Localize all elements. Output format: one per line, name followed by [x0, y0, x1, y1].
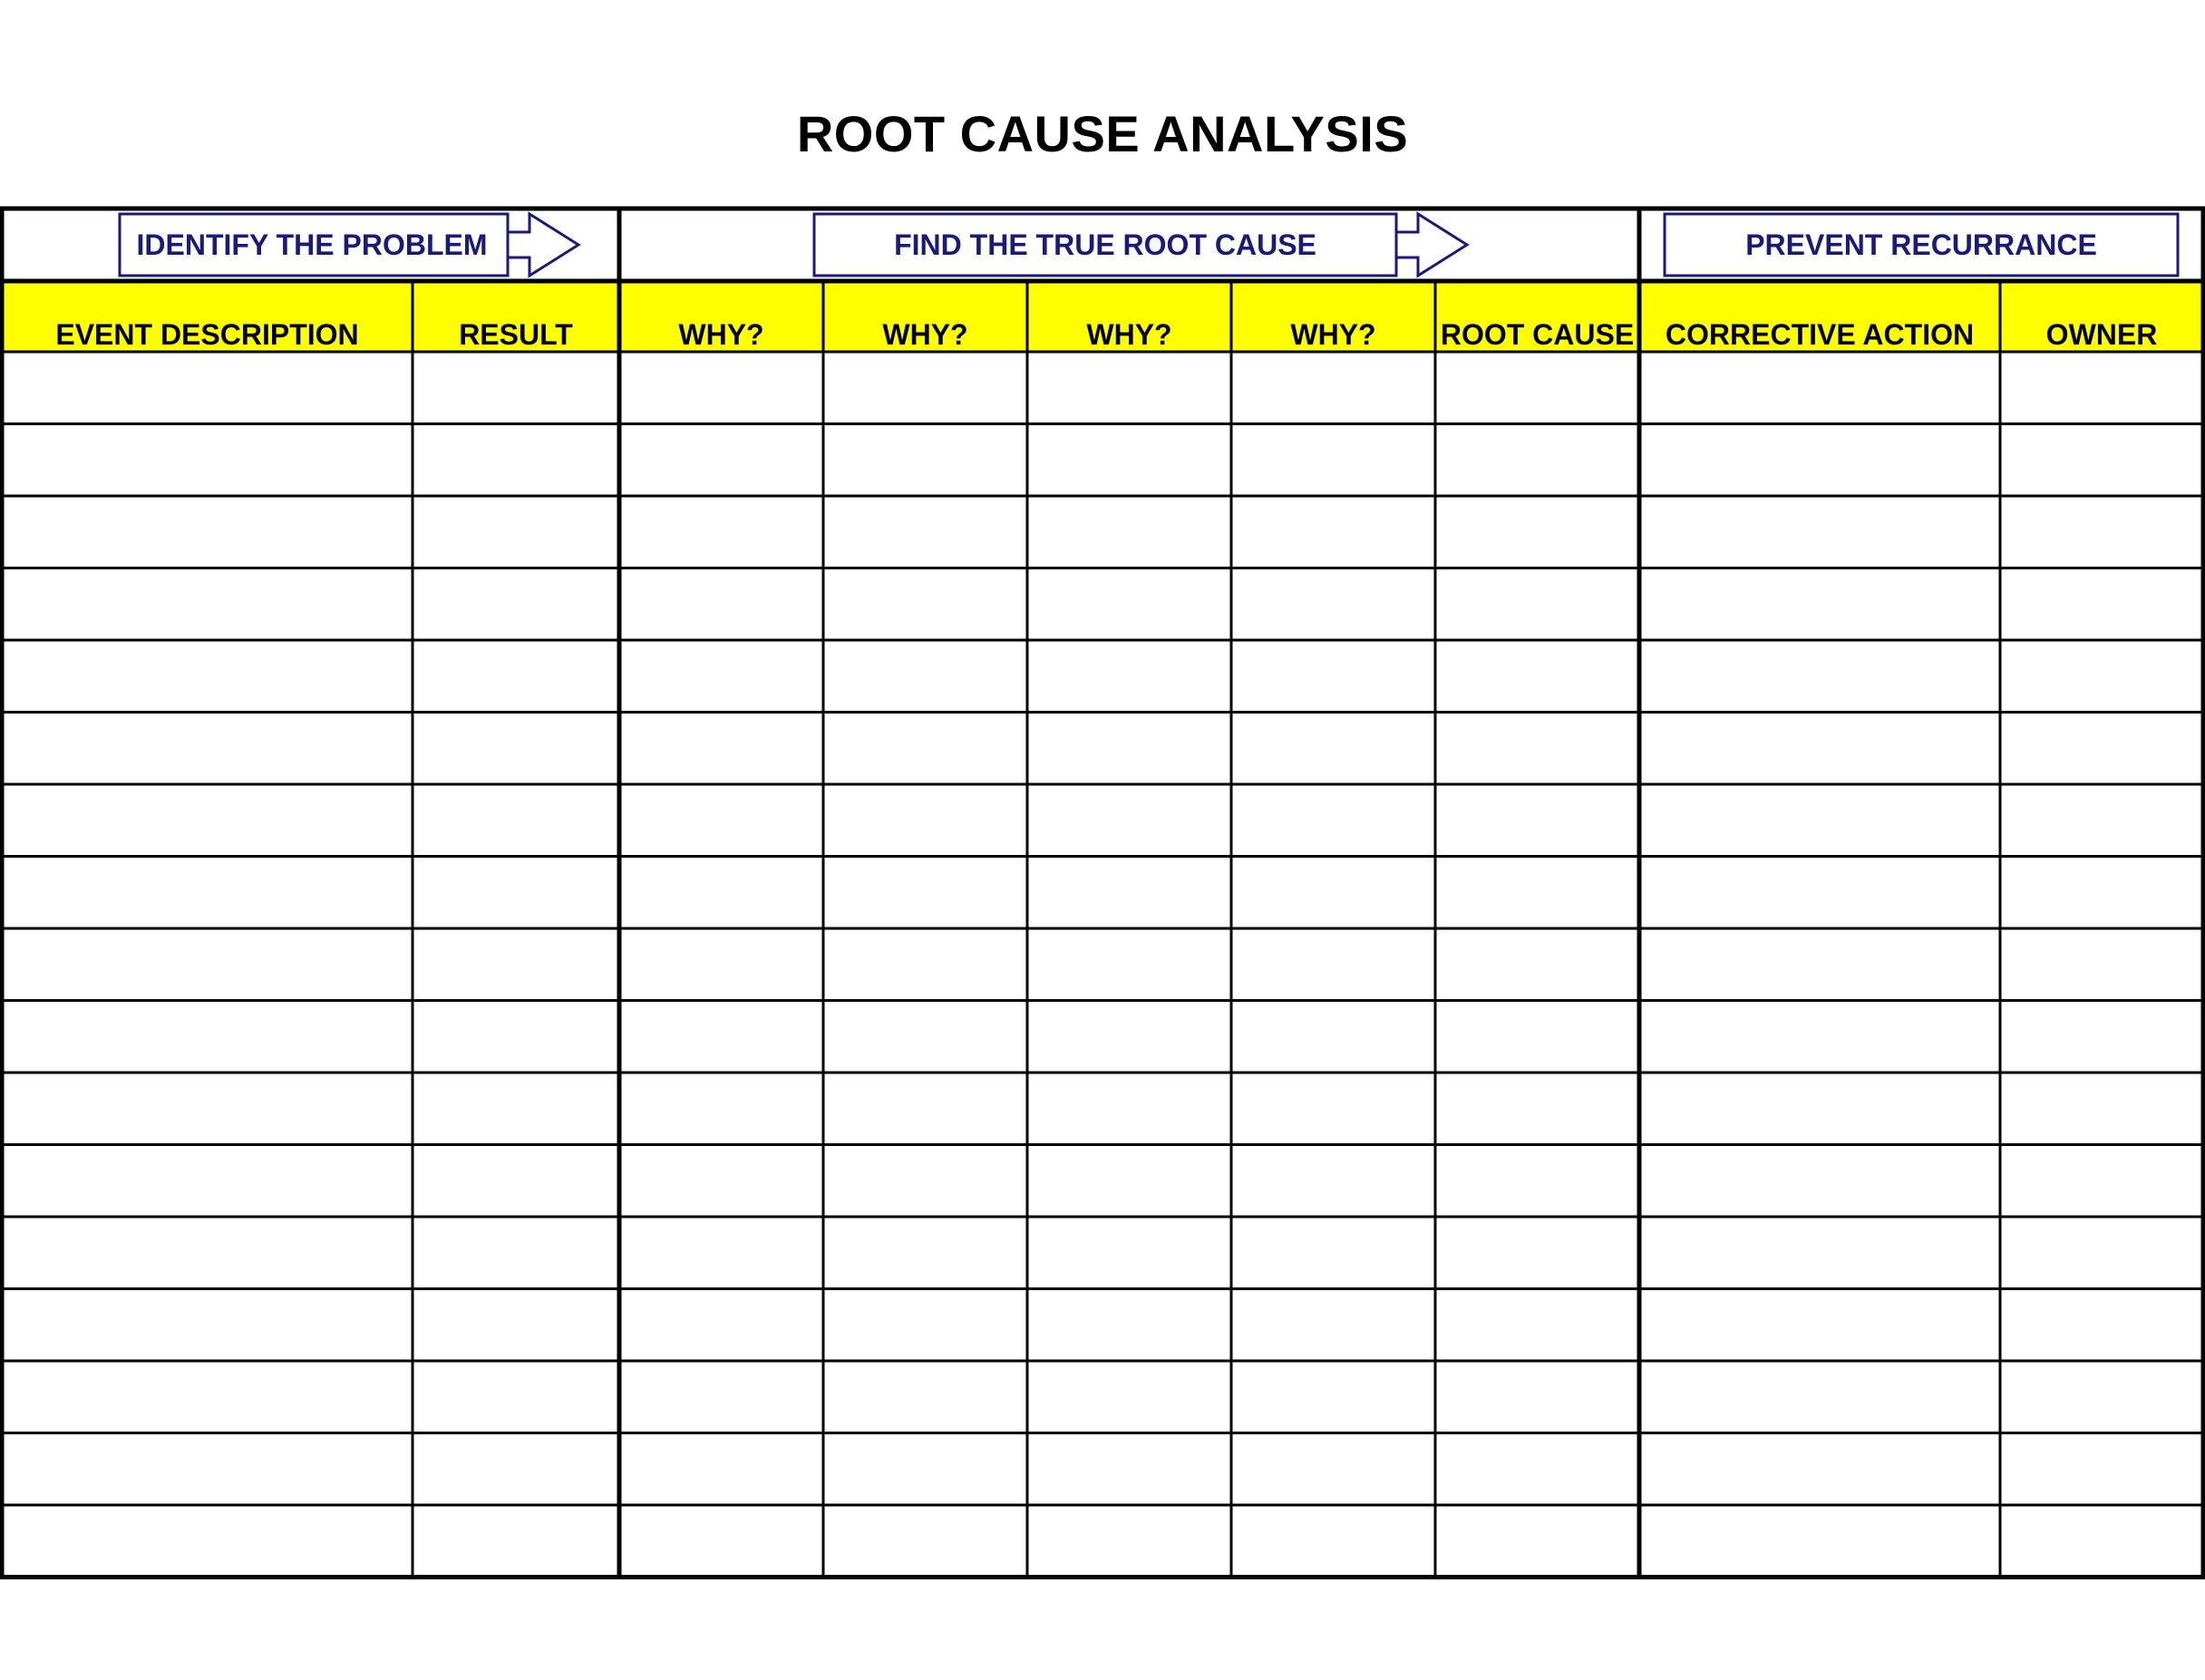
table-cell[interactable] — [1435, 640, 1639, 713]
table-cell[interactable] — [2, 1433, 413, 1506]
table-cell[interactable] — [823, 568, 1027, 641]
column-header: WHY? — [882, 318, 968, 351]
table-cell[interactable] — [1231, 1001, 1435, 1073]
table-cell[interactable] — [2, 713, 413, 785]
table-cell[interactable] — [2000, 1289, 2203, 1362]
table-cell[interactable] — [1027, 784, 1231, 857]
table-cell[interactable] — [1231, 857, 1435, 929]
table-cell[interactable] — [1027, 857, 1231, 929]
table-cell[interactable] — [1435, 1001, 1639, 1073]
table-cell[interactable] — [413, 928, 619, 1001]
table-cell[interactable] — [1231, 784, 1435, 857]
table-cell[interactable] — [1435, 928, 1639, 1001]
table-cell[interactable] — [413, 784, 619, 857]
table-cell[interactable] — [1231, 496, 1435, 568]
table-cell[interactable] — [413, 1217, 619, 1289]
column-header: WHY? — [678, 318, 764, 351]
column-header: CORRECTIVE ACTION — [1665, 318, 1975, 351]
table-cell[interactable] — [1639, 568, 2000, 641]
table-cell[interactable] — [2, 857, 413, 929]
table-cell[interactable] — [1231, 640, 1435, 713]
table-cell[interactable] — [1639, 1145, 2000, 1218]
table-cell[interactable] — [413, 1289, 619, 1362]
table-cell[interactable] — [413, 1361, 619, 1433]
table-cell[interactable] — [823, 1001, 1027, 1073]
table-cell[interactable] — [2000, 496, 2203, 568]
table-cell[interactable] — [1231, 1145, 1435, 1218]
table-cell[interactable] — [619, 352, 823, 424]
column-header: OWNER — [2045, 318, 2158, 351]
table-cell[interactable] — [1435, 1217, 1639, 1289]
table-cell[interactable] — [1639, 1001, 2000, 1073]
table-cell[interactable] — [2, 352, 413, 424]
table-cell[interactable] — [1435, 713, 1639, 785]
table-cell[interactable] — [619, 1145, 823, 1218]
table-cell[interactable] — [619, 1361, 823, 1433]
table-cell[interactable] — [1639, 1289, 2000, 1362]
table-cell[interactable] — [2, 1217, 413, 1289]
column-header: WHY? — [1086, 318, 1172, 351]
table-cell[interactable] — [2000, 1361, 2203, 1433]
table-cell[interactable] — [2000, 352, 2203, 424]
table-cell[interactable] — [2000, 1145, 2203, 1218]
phase-find-root-cause — [814, 214, 1467, 276]
table-cell[interactable] — [1027, 424, 1231, 497]
table-cell[interactable] — [413, 1145, 619, 1218]
table-cell[interactable] — [1027, 1001, 1231, 1073]
table-cell[interactable] — [823, 928, 1027, 1001]
table-cell[interactable] — [619, 568, 823, 641]
phase-label: IDENTIFY THE PROBLEM — [136, 228, 488, 261]
table-cell[interactable] — [823, 1433, 1027, 1506]
table-cell[interactable] — [2, 424, 413, 497]
phase-label: FIND THE TRUE ROOT CAUSE — [894, 228, 1316, 261]
table-cell[interactable] — [1027, 1505, 1231, 1578]
table-cell[interactable] — [1231, 1073, 1435, 1145]
table-cell[interactable] — [2, 928, 413, 1001]
page-title: ROOT CAUSE ANALYSIS — [796, 105, 1409, 162]
table-cell[interactable] — [2, 1001, 413, 1073]
table-cell[interactable] — [1639, 1217, 2000, 1289]
right-arrow-icon — [508, 214, 578, 276]
table-cell[interactable] — [1435, 1505, 1639, 1578]
table-cell[interactable] — [1639, 424, 2000, 497]
table-cell[interactable] — [823, 1361, 1027, 1433]
table-cell[interactable] — [1435, 496, 1639, 568]
table-cell[interactable] — [1027, 713, 1231, 785]
table-cell[interactable] — [1231, 568, 1435, 641]
table-cell[interactable] — [413, 1433, 619, 1506]
table-cell[interactable] — [1231, 713, 1435, 785]
table-cell[interactable] — [2000, 568, 2203, 641]
table-cell[interactable] — [1435, 424, 1639, 497]
table-cell[interactable] — [823, 424, 1027, 497]
table-cell[interactable] — [2000, 784, 2203, 857]
table-cell[interactable] — [2, 496, 413, 568]
table-cell[interactable] — [1639, 857, 2000, 929]
phase-identify-problem — [120, 214, 578, 276]
table-cell[interactable] — [2, 1073, 413, 1145]
column-header: RESULT — [459, 318, 573, 351]
table-cell[interactable] — [413, 568, 619, 641]
table-cell[interactable] — [1639, 1073, 2000, 1145]
table-cell[interactable] — [1639, 352, 2000, 424]
table-cell[interactable] — [1639, 1433, 2000, 1506]
table-cell[interactable] — [2, 640, 413, 713]
table-cell[interactable] — [1639, 713, 2000, 785]
table-cell[interactable] — [823, 1145, 1027, 1218]
table-cell[interactable] — [2000, 1505, 2203, 1578]
table-cell[interactable] — [1639, 496, 2000, 568]
table-cell[interactable] — [1231, 352, 1435, 424]
table-cell[interactable] — [2000, 928, 2203, 1001]
column-header: WHY? — [1290, 318, 1376, 351]
table-cell[interactable] — [823, 352, 1027, 424]
table-cell[interactable] — [2000, 857, 2203, 929]
table-cell[interactable] — [619, 1505, 823, 1578]
table-cell[interactable] — [1027, 1289, 1231, 1362]
table-cell[interactable] — [1027, 1145, 1231, 1218]
table-cell[interactable] — [2, 1505, 413, 1578]
table-cell[interactable] — [413, 1073, 619, 1145]
table-cell[interactable] — [1027, 496, 1231, 568]
table-cell[interactable] — [823, 784, 1027, 857]
table-cell[interactable] — [413, 857, 619, 929]
table-cell[interactable] — [1435, 568, 1639, 641]
table-cell[interactable] — [413, 1505, 619, 1578]
table-cell[interactable] — [2, 568, 413, 641]
table-cell[interactable] — [1435, 352, 1639, 424]
table-cell[interactable] — [619, 857, 823, 929]
table-cell[interactable] — [619, 713, 823, 785]
table-cell[interactable] — [823, 1289, 1027, 1362]
table-cell[interactable] — [1027, 352, 1231, 424]
table-cell[interactable] — [619, 1433, 823, 1506]
table-cell[interactable] — [1027, 568, 1231, 641]
table-cell[interactable] — [2, 1361, 413, 1433]
column-header: ROOT CAUSE — [1440, 318, 1635, 351]
table-cell[interactable] — [2, 784, 413, 857]
table-cell[interactable] — [1639, 1361, 2000, 1433]
table-cell[interactable] — [823, 640, 1027, 713]
table-cell[interactable] — [1231, 1433, 1435, 1506]
table-cell[interactable] — [1027, 1073, 1231, 1145]
table-cell[interactable] — [1639, 784, 2000, 857]
table-cell[interactable] — [2, 1145, 413, 1218]
table-cell[interactable] — [2, 1289, 413, 1362]
table-cell[interactable] — [413, 713, 619, 785]
table-cell[interactable] — [1027, 1361, 1231, 1433]
column-header: EVENT DESCRIPTION — [55, 318, 359, 351]
table-cell[interactable] — [619, 1289, 823, 1362]
right-arrow-icon — [1396, 214, 1467, 276]
table-cell[interactable] — [619, 1001, 823, 1073]
phase-prevent-recurrance — [1665, 214, 2178, 276]
table-cell[interactable] — [619, 1217, 823, 1289]
table-cell[interactable] — [1231, 1217, 1435, 1289]
table-cell[interactable] — [1231, 1289, 1435, 1362]
table-cell[interactable] — [823, 1073, 1027, 1145]
table-cell[interactable] — [2000, 640, 2203, 713]
table-cell[interactable] — [1027, 1217, 1231, 1289]
table-cell[interactable] — [2000, 713, 2203, 785]
table-cell[interactable] — [2000, 1433, 2203, 1506]
table-cell[interactable] — [2000, 1001, 2203, 1073]
table-cell[interactable] — [619, 928, 823, 1001]
table-cell[interactable] — [1435, 1289, 1639, 1362]
table-cell[interactable] — [1027, 1433, 1231, 1506]
table-cell[interactable] — [619, 784, 823, 857]
table-cell[interactable] — [413, 424, 619, 497]
table-cell[interactable] — [2000, 1217, 2203, 1289]
table-cell[interactable] — [413, 1001, 619, 1073]
table-cell[interactable] — [1435, 1361, 1639, 1433]
table-cell[interactable] — [413, 352, 619, 424]
table-cell[interactable] — [1231, 928, 1435, 1001]
table-cell[interactable] — [823, 1217, 1027, 1289]
phase-label: PREVENT RECURRANCE — [1745, 228, 2097, 261]
table-cell[interactable] — [1027, 928, 1231, 1001]
table-cell[interactable] — [1231, 424, 1435, 497]
table-cell[interactable] — [1639, 928, 2000, 1001]
table-cell[interactable] — [619, 496, 823, 568]
table-cell[interactable] — [823, 857, 1027, 929]
table-cell[interactable] — [1231, 1505, 1435, 1578]
table-cell[interactable] — [1435, 784, 1639, 857]
table-cell[interactable] — [2000, 1073, 2203, 1145]
table-cell[interactable] — [823, 713, 1027, 785]
table-cell[interactable] — [1639, 640, 2000, 713]
table-cell[interactable] — [619, 424, 823, 497]
table-cell[interactable] — [1027, 640, 1231, 713]
table-cell[interactable] — [1435, 857, 1639, 929]
table-cell[interactable] — [619, 640, 823, 713]
table-cell[interactable] — [1639, 1505, 2000, 1578]
table-cell[interactable] — [1231, 1361, 1435, 1433]
table-cell[interactable] — [413, 640, 619, 713]
table-cell[interactable] — [1435, 1433, 1639, 1506]
table-cell[interactable] — [2000, 424, 2203, 497]
table-cell[interactable] — [619, 1073, 823, 1145]
table-cell[interactable] — [1435, 1073, 1639, 1145]
table-cell[interactable] — [1435, 1145, 1639, 1218]
table-cell[interactable] — [823, 1505, 1027, 1578]
table-cell[interactable] — [823, 496, 1027, 568]
table-cell[interactable] — [413, 496, 619, 568]
